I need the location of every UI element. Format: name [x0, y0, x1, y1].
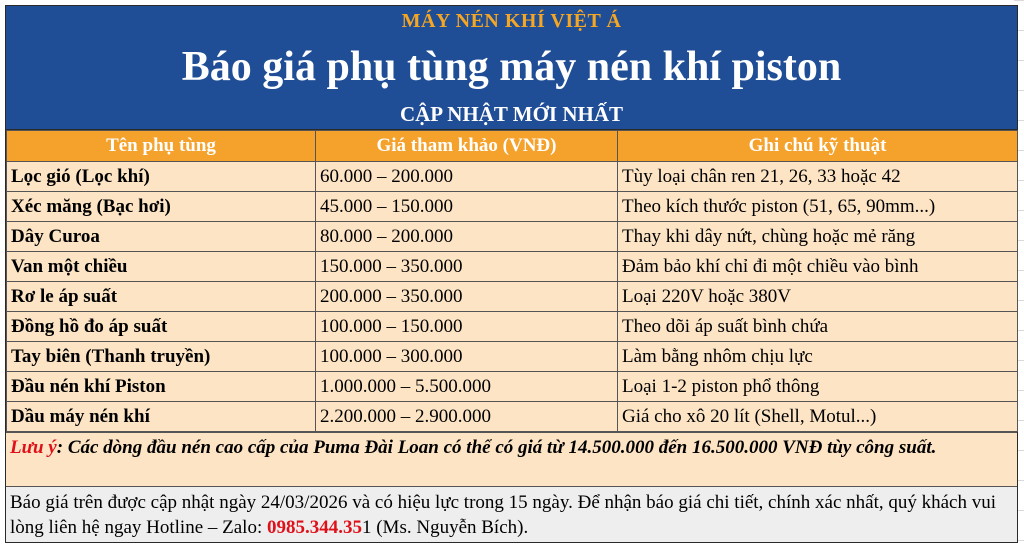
note-cell: Đảm bảo khí chỉ đi một chiều vào bình [618, 252, 1018, 282]
footer-text: Báo giá trên được cập nhật ngày 24/03/2026 và có hiệu lực trong 15 ngày. Để nhận báo giá chi tiết, chính xác nhất, quý khách vui lòng liên hệ ngay Hotline – Zalo: [10, 492, 996, 538]
validity-footer [6, 486, 1017, 542]
price-cell: 100.000 – 300.000 [316, 342, 618, 372]
note-cell: Giá cho xô 20 lít (Shell, Motul...) [618, 402, 1018, 432]
price-cell: 45.000 – 150.000 [316, 192, 618, 222]
part-name-cell: Van một chiều [7, 252, 316, 282]
note-cell: Thay khi dây nứt, chùng hoặc mẻ răng [618, 222, 1018, 252]
part-name-cell: Xéc măng (Bạc hơi) [7, 192, 316, 222]
part-name-cell: Tay biên (Thanh truyền) [7, 342, 316, 372]
part-name-cell: Lọc gió (Lọc khí) [7, 162, 316, 192]
table-row [7, 282, 1018, 312]
page-title: Báo giá phụ tùng máy nén khí piston [181, 44, 842, 90]
part-name-cell: Đầu nén khí Piston [7, 372, 316, 402]
note-label: Lưu ý [10, 437, 57, 458]
table-row [7, 192, 1018, 222]
note-cell: Theo kích thước piston (51, 65, 90mm...) [618, 192, 1018, 222]
table-row [7, 312, 1018, 342]
sheet-header [6, 6, 1017, 130]
table-row [7, 372, 1018, 402]
brand-name: MÁY NÉN KHÍ VIỆT Á [401, 10, 622, 32]
part-name-cell: Dầu máy nén khí [7, 402, 316, 432]
column-header-price: Giá tham khảo (VNĐ) [316, 131, 618, 162]
price-cell: 60.000 – 200.000 [316, 162, 618, 192]
part-name-cell: Đồng hồ đo áp suất [7, 312, 316, 342]
column-header-technical-note: Ghi chú kỹ thuật [618, 131, 1018, 162]
part-name-cell: Dây Curoa [7, 222, 316, 252]
note-cell: Loại 1-2 piston phổ thông [618, 372, 1018, 402]
note-cell: Tùy loại chân ren 21, 26, 33 hoặc 42 [618, 162, 1018, 192]
price-cell: 200.000 – 350.000 [316, 282, 618, 312]
column-header-part-name: Tên phụ tùng [7, 131, 316, 162]
hotline-phone: 0985.344.35 [266, 517, 362, 538]
part-name-cell: Rơ le áp suất [7, 282, 316, 312]
price-note [6, 432, 1017, 486]
table-row [7, 162, 1018, 192]
table-row [7, 402, 1018, 432]
note-cell: Làm bằng nhôm chịu lực [618, 342, 1018, 372]
note-cell: Theo dõi áp suất bình chứa [618, 312, 1018, 342]
table-row [7, 342, 1018, 372]
price-cell: 100.000 – 150.000 [316, 312, 618, 342]
page-subtitle: CẬP NHẬT MỚI NHẤT [399, 102, 624, 126]
table-row [7, 222, 1018, 252]
table-header-row [7, 131, 1018, 162]
price-table [6, 130, 1018, 432]
footer-contact-name: 1 (Ms. Nguyễn Bích). [361, 517, 529, 538]
note-cell: Loại 220V hoặc 380V [618, 282, 1018, 312]
price-cell: 80.000 – 200.000 [316, 222, 618, 252]
price-cell: 2.200.000 – 2.900.000 [316, 402, 618, 432]
price-cell: 1.000.000 – 5.500.000 [316, 372, 618, 402]
price-sheet [5, 5, 1018, 543]
table-row [7, 252, 1018, 282]
note-text: : Các dòng đầu nén cao cấp của Puma Đài Loan có thể có giá từ 14.500.000 đến 16.500.000 VNĐ tùy công suất. [56, 437, 937, 458]
price-cell: 150.000 – 350.000 [316, 252, 618, 282]
